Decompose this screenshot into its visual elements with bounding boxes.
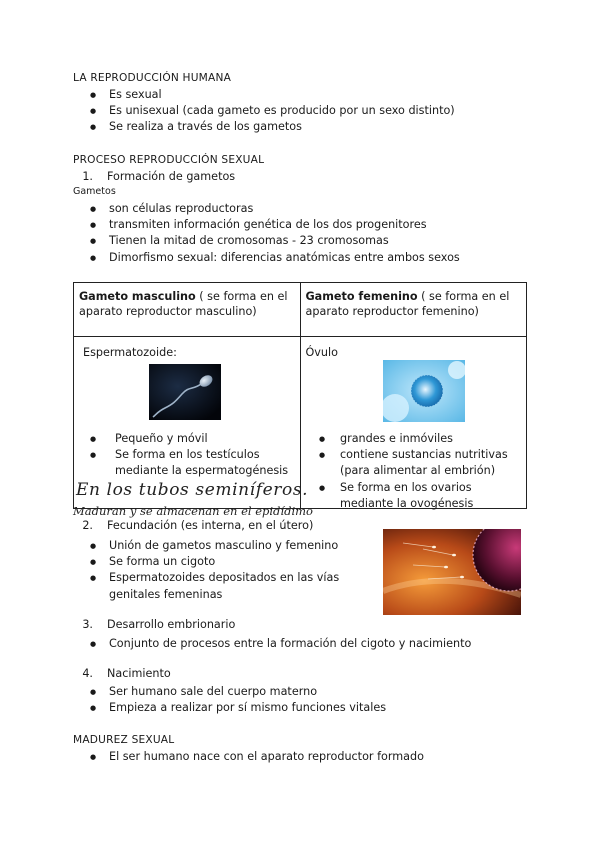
nacimiento-list — [73, 684, 573, 716]
male-header-bold: Gameto masculino — [79, 290, 196, 303]
section-title-proceso: PROCESO REPRODUCCIÓN SEXUAL — [73, 154, 265, 166]
table-row — [74, 283, 527, 337]
list-item: ● Conjunto de procesos entre la formación del cigoto y nacimiento — [73, 636, 573, 652]
male-cell-title: Espermatozoide: — [83, 346, 177, 359]
list-item: ● Dimorfismo sexual: diferencias anatómicas entre ambos sexos — [73, 250, 573, 266]
female-traits-list — [302, 431, 526, 512]
handwritten-note-tubos: En los tubos seminíferos. — [76, 480, 309, 500]
step-number: 4. — [82, 667, 93, 680]
list-item: ● transmiten información genética de los dos progenitores — [73, 217, 573, 233]
fecundacion-list — [73, 538, 343, 603]
list-item: ● Se forma un cigoto — [73, 554, 343, 570]
gametos-subheading: Gametos — [73, 186, 116, 197]
section-title-madurez: MADUREZ SEXUAL — [73, 734, 175, 746]
step-label: Fecundación (es interna, en el útero) — [107, 519, 314, 532]
list-item: ● Es unisexual (cada gameto es producido por un sexo distinto) — [73, 103, 573, 119]
female-header-bold: Gameto femenino — [305, 290, 418, 303]
list-item: ● Es sexual — [73, 87, 573, 103]
female-header-cell — [300, 283, 527, 337]
list-item: ● Espermatozoides depositados en las vías genitales femeninas — [73, 570, 343, 602]
step-3 — [73, 618, 473, 634]
female-cell-title: Óvulo — [305, 346, 338, 359]
list-item: ● Se forma en los ovarios mediante la ovogénesis — [302, 480, 526, 512]
list-item: ● son células reproductoras — [73, 201, 573, 217]
list-item: ● Se realiza a través de los gametos — [73, 119, 573, 135]
step-number: 2. — [82, 519, 93, 532]
desarrollo-list — [73, 636, 573, 652]
fertilization-image — [383, 529, 521, 615]
step-number: 3. — [82, 618, 93, 631]
female-header-rest: ( se forma en el aparato reproductor femenino) — [305, 290, 510, 318]
handwritten-note-epididimo: Maduran y se almacenan en el epidídimo — [73, 504, 313, 518]
list-item: ● contiene sustancias nutritivas (para alimentar al embrión) — [302, 447, 526, 479]
ovum-image — [383, 360, 465, 422]
step-number: 1. — [82, 170, 93, 183]
list-item: ● Tienen la mitad de cromosomas - 23 cromosomas — [73, 233, 573, 249]
male-header-rest: ( se forma en el aparato reproductor masculino) — [79, 290, 288, 318]
step-label: Desarrollo embrionario — [107, 618, 236, 631]
gametos-list — [73, 201, 573, 266]
list-item: ● Unión de gametos masculino y femenino — [73, 538, 343, 554]
list-item: ● Ser humano sale del cuerpo materno — [73, 684, 573, 700]
reproduccion-list — [73, 87, 573, 136]
list-item: ● Pequeño y móvil — [73, 431, 298, 447]
list-item: ● El ser humano nace con el aparato reproductor formado — [73, 749, 573, 765]
step-1 — [73, 170, 473, 186]
male-traits-list — [73, 431, 298, 480]
step-4 — [73, 667, 473, 683]
list-item: ● grandes e inmóviles — [302, 431, 526, 447]
madurez-list — [73, 749, 573, 765]
male-header-cell — [74, 283, 301, 337]
step-label: Formación de gametos — [107, 170, 236, 183]
sperm-image — [149, 364, 221, 420]
list-item: ● Empieza a realizar por sí mismo funciones vitales — [73, 700, 573, 716]
list-item: ● Se forma en los testículos mediante la espermatogénesis — [73, 447, 298, 479]
step-label: Nacimiento — [107, 667, 171, 680]
step-2 — [73, 519, 393, 535]
section-title-reproduccion: LA REPRODUCCIÓN HUMANA — [73, 72, 232, 84]
